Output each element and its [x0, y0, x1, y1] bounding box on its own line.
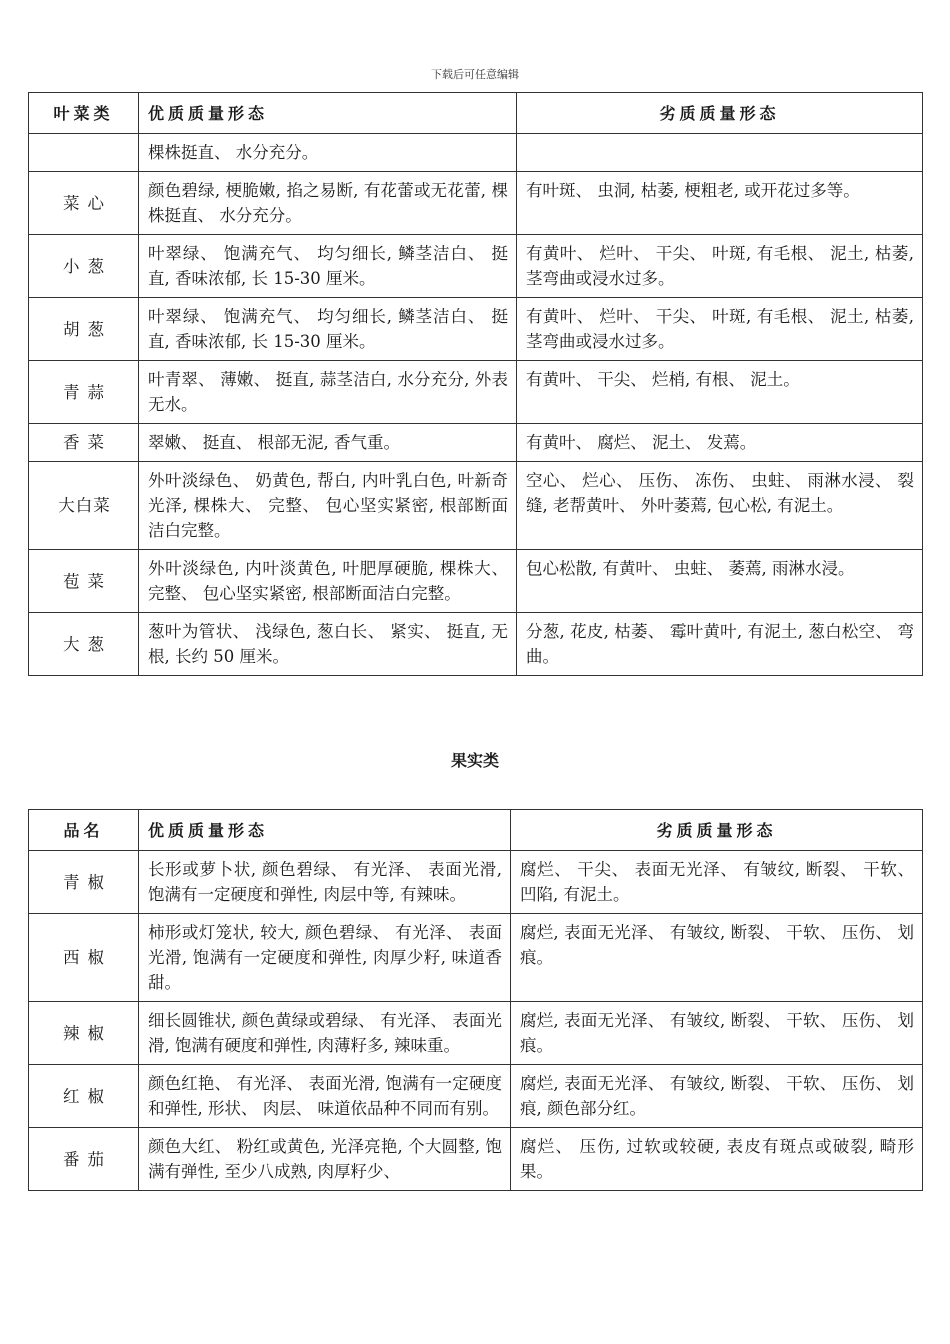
good-quality-cell: 细长圆锥状, 颜色黄绿或碧绿、 有光泽、 表面光滑, 饱满有硬度和弹性, 肉薄籽多, 辣味重。 — [139, 1002, 511, 1065]
poor-quality-cell: 有黄叶、 干尖、 烂梢, 有根、 泥土。 — [517, 361, 923, 424]
table-header-row — [29, 810, 923, 851]
good-quality-cell: 叶翠绿、 饱满充气、 均匀细长, 鳞茎洁白、 挺直, 香味浓郁, 长 15-30 厘米。 — [139, 235, 517, 298]
vegetable-name: 番茄 — [29, 1128, 139, 1191]
poor-quality-cell: 腐烂, 表面无光泽、 有皱纹, 断裂、 干软、 压伤、 划痕。 — [511, 914, 923, 1002]
good-quality-cell: 棵株挺直、 水分充分。 — [139, 134, 517, 172]
vegetable-name: 青椒 — [29, 851, 139, 914]
section-title: 果实类 — [450, 751, 499, 770]
good-quality-cell: 叶青翠、 薄嫩、 挺直, 蒜茎洁白, 水分充分, 外表无水。 — [139, 361, 517, 424]
poor-quality-cell: 有黄叶、 烂叶、 干尖、 叶斑, 有毛根、 泥土, 枯萎, 茎弯曲或浸水过多。 — [517, 235, 923, 298]
table-row — [29, 1002, 923, 1065]
poor-quality-cell: 有黄叶、 烂叶、 干尖、 叶斑, 有毛根、 泥土, 枯萎, 茎弯曲或浸水过多。 — [517, 298, 923, 361]
good-quality-cell: 叶翠绿、 饱满充气、 均匀细长, 鳞茎洁白、 挺直, 香味浓郁, 长 15-30 厘米。 — [139, 298, 517, 361]
vegetable-name: 大白菜 — [29, 462, 139, 550]
good-quality-cell: 外叶淡绿色、 奶黄色, 帮白, 内叶乳白色, 叶新奇光泽, 棵株大、 完整、 包心坚实紧密, 根部断面洁白完整。 — [139, 462, 517, 550]
good-quality-cell: 翠嫩、 挺直、 根部无泥, 香气重。 — [139, 424, 517, 462]
vegetable-name: 苞菜 — [29, 550, 139, 613]
good-quality-cell: 颜色碧绿, 梗脆嫩, 掐之易断, 有花蕾或无花蕾, 棵株挺直、 水分充分。 — [139, 172, 517, 235]
vegetable-name: 辣椒 — [29, 1002, 139, 1065]
good-quality-cell: 外叶淡绿色, 内叶淡黄色, 叶肥厚硬脆, 棵株大、 完整、 包心坚实紧密, 根部断面洁白完整。 — [139, 550, 517, 613]
good-quality-cell: 柿形或灯笼状, 较大, 颜色碧绿、 有光泽、 表面光滑, 饱满有一定硬度和弹性, 肉厚少籽, 味道香甜。 — [139, 914, 511, 1002]
vegetable-name: 西椒 — [29, 914, 139, 1002]
vegetable-name: 红椒 — [29, 1065, 139, 1128]
table-row — [29, 361, 923, 424]
vegetable-name: 香菜 — [29, 424, 139, 462]
leafy-vegetable-table — [28, 92, 923, 676]
table-row — [29, 298, 923, 361]
table-row — [29, 462, 923, 550]
column-header-poor-quality: 劣质质量形态 — [511, 810, 923, 851]
table-row — [29, 235, 923, 298]
table-row — [29, 550, 923, 613]
table-row — [29, 424, 923, 462]
header-note: 下载后可任意编辑 — [431, 68, 519, 81]
poor-quality-cell: 有叶斑、 虫洞, 枯萎, 梗粗老, 或开花过多等。 — [517, 172, 923, 235]
good-quality-cell: 葱叶为管状、 浅绿色, 葱白长、 紧实、 挺直, 无根, 长约 50 厘米。 — [139, 613, 517, 676]
table-row — [29, 134, 923, 172]
good-quality-cell: 颜色红艳、 有光泽、 表面光滑, 饱满有一定硬度和弹性, 形状、 肉层、 味道依品种不同而有别。 — [139, 1065, 511, 1128]
table-row — [29, 851, 923, 914]
column-header-good-quality: 优质质量形态 — [139, 93, 517, 134]
column-header-good-quality: 优质质量形态 — [139, 810, 511, 851]
poor-quality-cell: 腐烂, 表面无光泽、 有皱纹, 断裂、 干软、 压伤、 划痕, 颜色部分红。 — [511, 1065, 923, 1128]
vegetable-name: 青蒜 — [29, 361, 139, 424]
poor-quality-cell: 分葱, 花皮, 枯萎、 霉叶黄叶, 有泥土, 葱白松空、 弯曲。 — [517, 613, 923, 676]
poor-quality-cell: 腐烂, 表面无光泽、 有皱纹, 断裂、 干软、 压伤、 划痕。 — [511, 1002, 923, 1065]
table-header-row — [29, 93, 923, 134]
poor-quality-cell — [517, 134, 923, 172]
good-quality-cell: 长形或萝卜状, 颜色碧绿、 有光泽、 表面光滑, 饱满有一定硬度和弹性, 肉层中等, 有辣味。 — [139, 851, 511, 914]
table-row — [29, 1065, 923, 1128]
poor-quality-cell: 空心、 烂心、 压伤、 冻伤、 虫蛀、 雨淋水浸、 裂缝, 老帮黄叶、 外叶萎蔫, 包心松, 有泥土。 — [517, 462, 923, 550]
good-quality-cell: 颜色大红、 粉红或黄色, 光泽亮艳, 个大圆整, 饱满有弹性, 至少八成熟, 肉厚籽少、 — [139, 1128, 511, 1191]
vegetable-name: 大葱 — [29, 613, 139, 676]
poor-quality-cell: 包心松散, 有黄叶、 虫蛀、 萎蔫, 雨淋水浸。 — [517, 550, 923, 613]
vegetable-name — [29, 134, 139, 172]
table-row — [29, 1128, 923, 1191]
table-row — [29, 613, 923, 676]
table-row — [29, 914, 923, 1002]
vegetable-name: 菜心 — [29, 172, 139, 235]
column-header-poor-quality: 劣质质量形态 — [517, 93, 923, 134]
vegetable-name: 胡葱 — [29, 298, 139, 361]
poor-quality-cell: 腐烂、 干尖、 表面无光泽、 有皱纹, 断裂、 干软、 凹陷, 有泥土。 — [511, 851, 923, 914]
table-row — [29, 172, 923, 235]
poor-quality-cell: 有黄叶、 腐烂、 泥土、 发蔫。 — [517, 424, 923, 462]
poor-quality-cell: 腐烂、 压伤, 过软或较硬, 表皮有斑点或破裂, 畸形果。 — [511, 1128, 923, 1191]
column-header-item-name: 品名 — [29, 810, 139, 851]
fruit-vegetable-table — [28, 809, 923, 1191]
vegetable-name: 小葱 — [29, 235, 139, 298]
column-header-category: 叶菜类 — [29, 93, 139, 134]
